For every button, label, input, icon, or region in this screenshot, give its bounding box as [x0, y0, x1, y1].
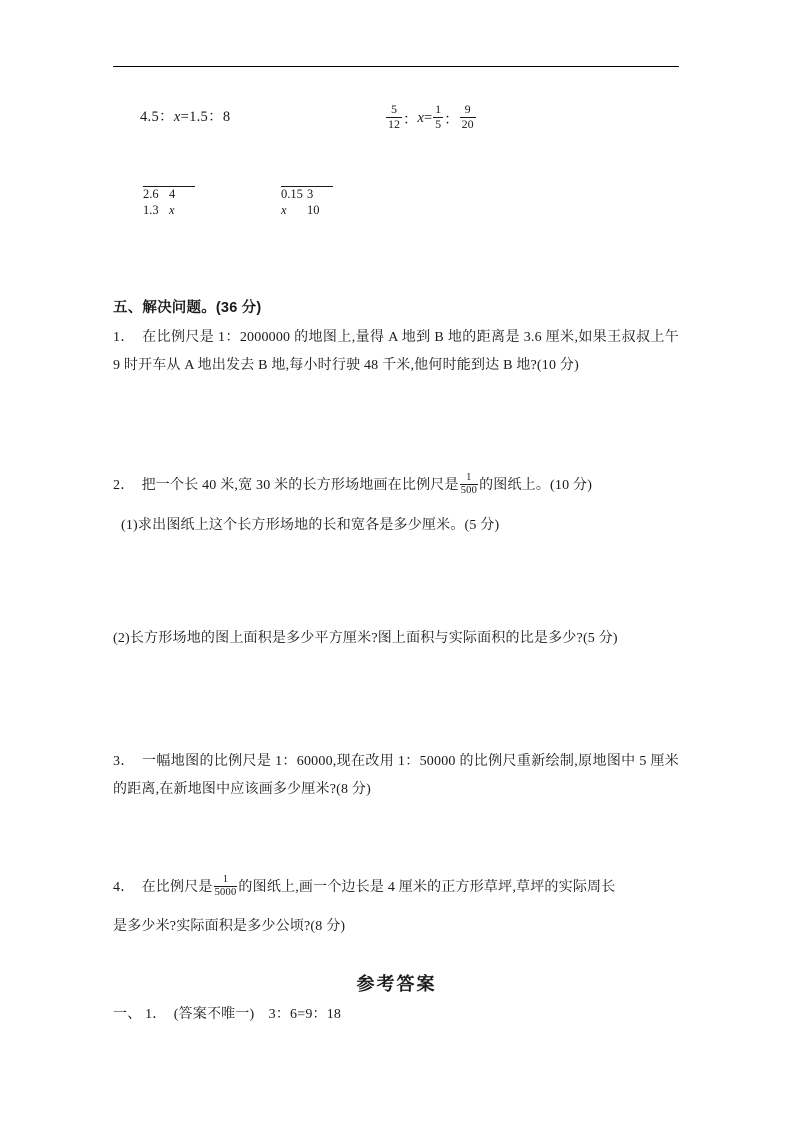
equation-3 [143, 186, 195, 218]
problem-4-line-2: 是多少米?实际面积是多少公顷?(8 分) [113, 919, 346, 934]
equation-2-fraction-3 [460, 103, 476, 131]
problem-2-lead-b: 的图纸上。(10 分) [479, 478, 593, 493]
equation-2-fraction-1 [386, 103, 402, 131]
equation-2-colon-1: ： [403, 111, 418, 128]
equation-4-bottom [281, 203, 333, 219]
equation-4-top-left: 0.15 [281, 186, 307, 203]
equation-2-fraction-2-numerator: 1 [435, 102, 442, 117]
problem-4-scale-numerator: 1 [222, 874, 229, 886]
problem-2-scale-denominator: 500 [460, 485, 478, 497]
header-rule [113, 66, 679, 67]
equation-2 [385, 96, 477, 140]
problem-2-sub-2: (2)长方形场地的图上面积是多少平方厘米?图上面积与实际面积的比是多少?(5 分) [113, 631, 618, 646]
problem-2-lead-a: 2． 把一个长 40 米,宽 30 米的长方形场地画在比例尺是 [113, 478, 459, 493]
problem-2-scale-fraction [460, 472, 478, 497]
equation-row-2 [113, 186, 679, 232]
equation-3-top-left: 2.6 [143, 186, 169, 203]
equation-2-fraction-1-numerator: 5 [391, 102, 397, 117]
equation-2-fraction-1-denominator: 12 [388, 116, 400, 131]
section-heading: 五、解决问题。(36 分) [113, 300, 262, 316]
problem-1: 1． 在比例尺是 1：2000000 的地图上,量得 A 地到 B 地的距离是 3.6 厘米,如果王叔叔上午 9 时开车从 A 地出发去 B 地,每小时行驶 48 千米,他何时能到达 B 地?(10 分) [113, 330, 679, 373]
problem-4-lead-b: 的图纸上,画一个边长是 4 厘米的正方形草坪,草坪的实际周长 [238, 880, 616, 895]
equation-2-fraction-2 [433, 103, 443, 131]
equation-1-variable: x [173, 109, 181, 125]
answer-line-1: 一、 1． (答案不唯一) 3：6=9：18 [113, 1007, 342, 1022]
equation-3-top-right: 4 [169, 186, 195, 203]
problem-2 [113, 472, 679, 500]
equation-2-fraction-3-numerator: 9 [464, 102, 471, 117]
equation-1-equals: =1.5 [180, 109, 209, 125]
problem-2-scale-numerator: 1 [466, 472, 472, 484]
equation-3-top [143, 186, 195, 203]
equation-4-bottom-right: 10 [307, 202, 320, 217]
problem-4 [113, 874, 679, 902]
equation-2-variable: x [417, 109, 424, 126]
equation-1 [140, 105, 230, 126]
equation-2-fraction-2-denominator: 5 [435, 116, 442, 131]
problem-4-lead-a: 4． 在比例尺是 [113, 880, 213, 895]
equation-4-top-right: 3 [307, 186, 333, 203]
problem-4-scale-denominator: 5000 [214, 887, 237, 899]
equation-row-1 [113, 96, 679, 142]
answers-title: 参考答案 [356, 974, 437, 994]
equation-3-bottom [143, 203, 195, 219]
equation-4-bottom-left: x [281, 202, 287, 217]
equation-1-prefix: 4.5 [140, 109, 160, 125]
problem-2-sub-1: (1)求出图纸上这个长方形场地的长和宽各是多少厘米。(5 分) [121, 518, 500, 533]
equation-1-ratio: ：8 [208, 109, 231, 125]
problem-3: 3． 一幅地图的比例尺是 1：60000,现在改用 1：50000 的比例尺重新绘制,原地图中 5 厘米的距离,在新地图中应该画多少厘米?(8 分) [113, 754, 679, 797]
equation-3-bottom-right: x [169, 202, 175, 217]
equation-4-top [281, 186, 333, 203]
equation-2-fraction-3-denominator: 20 [461, 116, 474, 131]
equation-2-colon-2: ： [444, 111, 459, 128]
equation-1-colon: ： [159, 109, 174, 125]
equation-3-bottom-left: 1.3 [143, 202, 159, 217]
equation-4 [281, 186, 333, 218]
problem-4-scale-fraction [214, 874, 238, 899]
equation-2-equals: = [423, 109, 433, 126]
